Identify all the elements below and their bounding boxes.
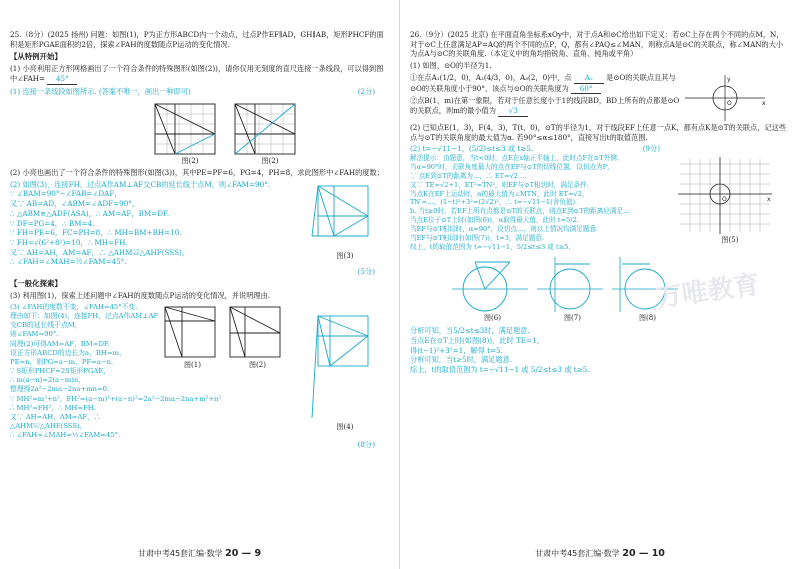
q26-part1-text: [410, 73, 680, 123]
q25-part1-blank: 45°: [47, 74, 77, 85]
q26-part2-row: [410, 154, 790, 252]
fig2b: [230, 99, 310, 166]
answer-line: ∴ m(a−n)=2(a−m)n，: [10, 376, 86, 385]
fig8: [610, 254, 685, 323]
fig8-graphic: [610, 254, 680, 314]
q25-part3-figures: [160, 303, 380, 441]
q25-part1: [10, 64, 389, 84]
q26-part1-i-text: ①在点A₁(1/2，0)，A₂(4/3，0)，A₃(2，0)中，点: [410, 72, 572, 82]
page-number: 20 — 10: [622, 548, 665, 560]
right-footer: [400, 548, 800, 561]
svg-text:x: x: [762, 99, 766, 107]
q25-part2-answer: [10, 180, 310, 267]
fig7-caption: 图(7): [564, 313, 581, 322]
fig2-row: [10, 99, 389, 166]
left-footer: [0, 548, 399, 561]
answer-line: ∵ FH=PE=6，FC=PH=8，∴ MH=BM+BH=10.: [10, 228, 182, 238]
right-page: [400, 0, 800, 569]
answer-line: PE=n，则PG=a−m，PF=a−n.: [10, 357, 114, 366]
q26-part1-ii-text: ②点B(1，m)在第一象限，若对于任意长度小于1的线段BD，BD上所有的点都是⊙O的关联点，则m的最小值为: [410, 96, 680, 116]
footer-text: 甘肃中考45套汇编·数学: [137, 549, 223, 559]
q26-part1-i: [410, 73, 680, 94]
answer-line: 分析可知，当t≥5时，满足题意.: [410, 355, 513, 365]
fig8-caption: 图(8): [639, 313, 656, 322]
fig6-graphic: [450, 254, 530, 314]
fig3: [310, 180, 380, 267]
answer-line: ∵ FH=√(6²+8²)=10，∴ MH=FH.: [10, 238, 128, 248]
section-general: 【一般化探索】: [10, 279, 62, 289]
svg-text:O: O: [722, 196, 727, 204]
fig3-caption: 图(3): [336, 251, 354, 260]
q26-part2-head: [410, 144, 790, 154]
q26-part1-i-blank: A₂: [574, 73, 604, 84]
watermark: 万唯教育: [654, 269, 762, 315]
answer-line: 则∠FAM=90°.: [10, 330, 59, 339]
fig-b-caption: 图(2): [249, 360, 266, 369]
fig6-8-row: [450, 254, 790, 323]
answer-line: ∴ ∠FAH=∠MAH=½∠FAM=45°.: [10, 257, 127, 267]
footer-text: 甘肃中考45套汇编·数学: [535, 549, 620, 559]
q26-part2-conclusion: [410, 326, 790, 375]
answer-line: 又∵ AH=AH，AM=AF，∴ △AHM≌△AHF(SSS)，: [10, 412, 101, 431]
answer-line: 设正方形ABCD的边长为a，BH=m，: [10, 348, 126, 357]
answer-line: ∵ DF=PG=4，∴ BM=4.: [10, 218, 95, 228]
q26-intro: 26.（9分）(2025 北京) 在平面直角坐标系xOy中，对于点A和⊙C给出如下定义：若⊙C上存在两个不同的点M，N，对于⊙C上任意满足AP=AQ的两个不同的点P，Q，都有∠PAQ≤∠MAN，则称点A是⊙C的关联点，称∠MAN的大小为点A与⊙C的关联角度.（本定义中的角均指锐角、直角、钝角或平角）: [410, 30, 784, 59]
fig4-graphic: [310, 308, 372, 423]
fig6-caption: 图(6): [484, 313, 501, 322]
q26-part2: (2) 已知点E(1，3)，F(4，3)，T(t，0)，⊙T的半径为1，对于线段EF上任意一点K，都有点K是⊙T的关联点，记这些点与⊙T的关联角度的最大值为α. 若90°≤α≤180°，直接写出t的取值范围.: [410, 122, 787, 142]
answer-line: 当EF与⊙T相切时，α=90°，设切点…，则以上情况均满足题意.: [410, 225, 599, 234]
q25-part2: (2) 小亮也画出了一个符合条件的特殊图形(如图(3))，其中PE=PF=6，PG=4，PH=8，求此图形中∠FAH的度数；: [10, 168, 384, 178]
answer-line: 理由如下：如图(4)，连接FH，过点A作AM⊥AF交CB的延长线于点M，: [10, 312, 159, 330]
q26-part1: (1) 如图，⊙O的半径为1.: [410, 61, 492, 71]
answer-line: 当α=90°时，关联角度最大的点在EF与⊙T的切线位置，设切点为P，: [410, 162, 614, 171]
answer-line: 得(t−1)²+3²=1，解得 t=5.: [410, 345, 503, 355]
answer-line: 综上，t的取值范围为 t=−√11−1，5/2≤t≤3 或 t≥5.: [410, 242, 571, 251]
q26-part1-i-tail: 是⊙O的关联点且其与⊙O的关联角度小于90°，该点与⊙O的关联角度为: [410, 72, 676, 93]
section-special-case: 【从特例开始】: [10, 52, 62, 62]
fig5-graphic: [675, 154, 775, 236]
answer-line: 分析可知，当5/2≤t≤3时，满足题意.: [410, 326, 530, 336]
fig-a: [160, 303, 225, 370]
answer-line: ∴ ∠FAH=∠MAH=½∠FAM=45°.: [10, 431, 121, 440]
q26-part2-analysis: [410, 154, 675, 252]
fig7: [535, 254, 610, 323]
answer-line: (3) ∠FAH的度数不变，∠FAH=45°不变.: [10, 302, 138, 311]
answer-line: 当EF与⊙T相切时(如图(7))，t=3，满足题意.: [410, 234, 544, 243]
answer-line: (2) 如图(3)，连接FH，过点A作AM⊥AF交CB的延长线于点M，则∠FAM=90°.: [10, 179, 271, 189]
answer-line: 整理得2a²−2ma−2na+mn=0.: [10, 385, 110, 394]
answer-text: (1) 连接一条线段如图所示. (答案不唯一，画出一种即可): [10, 86, 191, 96]
q25-intro: 25.（8分）(2025 扬州) 问题：如图(1)，P为正方形ABCD内一个动点，过点P作EF∥AD，GH∥AB，矩形PHCF的面积是矩形PGAE面积的2倍，探索∠FAH的度数随点P运动的变化情况.: [10, 30, 384, 49]
answer-line: ∵ ∠BAM=90°−∠FAB=∠DAF，: [10, 189, 122, 199]
q26-part1-row: [410, 73, 790, 123]
answer-line: TN′=…，(1−t)²+3²=(2√2)²，∴ t=−√11−1(舍负值).: [410, 198, 578, 207]
q26-part1-i-blank2: 60°: [571, 84, 601, 95]
fig2a: [150, 99, 230, 166]
answer-line: ∵ S矩形PHCF=2S矩形PGAE，: [10, 367, 111, 376]
q25-part3-answer-row: [10, 303, 389, 441]
answer-line: 当点E在⊙T上时(如图(8))，此时 TE=1，: [410, 335, 544, 345]
page-number: 20 — 9: [225, 548, 262, 560]
q25-part3-score-row: [10, 440, 389, 449]
score-badge: (8分): [357, 440, 375, 450]
answer-line: ∵ MH²=m²+n²，FH²=(a−m)²+(a−n)²=2a²−2ma−2na+m²+n²: [10, 394, 222, 403]
fig6: [450, 254, 535, 323]
fig4-caption: 图(4): [336, 423, 354, 432]
fig3-graphic: [310, 180, 372, 252]
answer-line: b. 当t≥0时，若EF上所有点都是⊙T的关联点，则点E到⊙T的距离应满足…: [410, 207, 630, 216]
fig-a-caption: 图(1): [184, 360, 201, 369]
svg-text:x: x: [767, 196, 771, 204]
q25-part1-text: (1) 小亮利用正方形网格画出了一个符合条件的特殊图形(如图(2))，请你仅用无刻度的直尺连接一条线段，可以得到图中∠FAH=: [10, 64, 384, 84]
q25-part2-score-row: [10, 267, 389, 276]
q26-circle-figure: [680, 73, 780, 123]
score-badge: (9分): [642, 144, 660, 154]
answer-line: 解法提示：由题意，当t<0时，点E在x轴正半轴上，此时点F在⊙T外侧.: [410, 154, 619, 163]
answer-line: 当点K在EF上运动时，α的最大值为∠MTN，此时 ET=√2，: [410, 189, 589, 198]
answer-line: ∴ MH²=FH²，∴ MH=FH.: [10, 403, 96, 412]
fig-b: [225, 303, 290, 370]
fig2a-caption: 图(2): [181, 156, 199, 165]
answer-line: 又∵ TE=√2+1，ET²=TN²，则EF与⊙T相切时，满足条件.: [410, 180, 589, 189]
q25-part3: (3) 利用图(1)，探索上述问题中∠FAH的度数随点P运动的变化情况，并说明理由.: [10, 291, 271, 301]
answer-text: (2) t=−√11−1，(5/2)≤t≤3 或 t≥5.: [410, 144, 534, 154]
q26-part1-ii-blank: √3: [498, 106, 528, 117]
fig2b-caption: 图(2): [261, 156, 279, 165]
q25-part2-answer-row: [10, 180, 389, 267]
fig-a-graphic: [160, 303, 220, 361]
svg-text:y: y: [727, 75, 731, 83]
fig2a-graphic: [150, 99, 220, 157]
fig-b-graphic: [225, 303, 285, 361]
answer-line: ∵ 点E到⊙T的距离为…，∴ ET=√2 …: [410, 171, 527, 180]
answer-line: 又∵ AH=AH，AM=AF，∴ △AHM≌△AHF(SSS)，: [10, 247, 190, 257]
fig5-caption: 图(5): [721, 236, 739, 245]
answer-line: 当点E位于⊙T上时(如图(6))，α取得最大值，此时 t=5/2.: [410, 216, 579, 225]
circle-graphic: [680, 73, 770, 123]
answer-line: 同理(2)可得AM=AF，BM=DF.: [10, 339, 110, 348]
answer-line: ∴ △ABM≌△ADF(ASA)，∴ AM=AF，BM=DF.: [10, 208, 170, 218]
score-badge: (5分): [357, 267, 375, 277]
q26-part1-ii: [410, 96, 680, 116]
svg-text:O: O: [727, 99, 732, 107]
answer-line: 又∵ AB=AD，∠ABM=∠ADF=90°，: [10, 199, 140, 209]
fig2b-graphic: [230, 99, 300, 157]
fig5: [675, 154, 785, 252]
score-badge: (2分): [357, 86, 375, 96]
answer-line: 综上，t的取值范围为 t=−√11−1 或 5/2≤t≤3 或 t≥5.: [410, 365, 590, 375]
fig7-graphic: [535, 254, 605, 314]
q25-part1-answer: [10, 87, 389, 97]
